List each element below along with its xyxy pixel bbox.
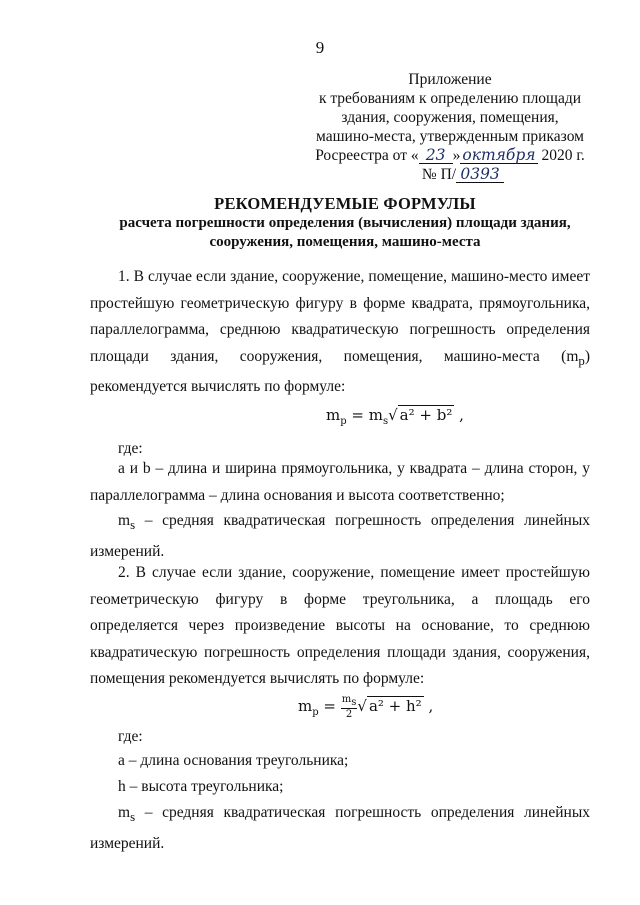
section-1-text-end: ) рекомендуется вычислять по формуле: <box>90 347 590 396</box>
formula-2-sqrt: √ a² + h² <box>357 697 422 715</box>
date-month: октября <box>462 146 536 164</box>
frac-num-m: m <box>341 694 352 705</box>
formula-2 <box>298 694 433 720</box>
appendix-line: к требованиям к определению площади <box>318 90 582 107</box>
section-2-def-a: а – длина основания треугольника; <box>118 752 349 769</box>
appendix-line: здания, сооружения, помещения, <box>341 109 559 126</box>
def-ms-symbol: m <box>118 512 131 529</box>
document-title <box>110 194 580 252</box>
formula-2-tail: , <box>423 697 434 715</box>
section-2-def-ms <box>90 800 590 857</box>
section-1-def-ms <box>90 508 590 565</box>
date-sep: » <box>452 147 461 164</box>
formula-1-eq: = m <box>346 406 383 424</box>
page-number: 9 <box>315 38 325 57</box>
section-2-where: где: <box>118 728 143 745</box>
title-subtitle-2: сооружения, помещения, машино-места <box>209 234 481 250</box>
section-1-paragraph <box>90 264 590 401</box>
section-1-sub: p <box>578 352 585 368</box>
def-ms-sub: s <box>130 517 136 533</box>
appendix-line: машино-места, утвержденным приказом <box>316 128 584 145</box>
fraction-denominator: 2 <box>345 709 353 720</box>
appendix-order-line <box>300 165 600 184</box>
title-subtitle-1: расчета погрешности определения (вычисления) площади здания, <box>119 215 571 231</box>
formula-2-m: m <box>298 697 313 715</box>
frac-num-sub: s <box>351 697 357 708</box>
formula-1-radicand: a² + b² <box>399 406 453 424</box>
date-day: 23 <box>419 147 453 164</box>
order-number: 0393 <box>456 166 504 183</box>
date-year: 2020 г. <box>541 147 585 164</box>
title-heading: РЕКОМЕНДУЕМЫЕ ФОРМУЛЫ <box>214 194 476 213</box>
section-1-def-ab: а и b – длина и ширина прямоугольника, у квадрата – длина сторон, у параллелограмма – длина основания и высота соответственно; <box>90 460 590 504</box>
order-prefix: № П/ <box>421 166 457 183</box>
section-2-paragraph: 2. В случае если здание, сооружение, помещение имеет простейшую геометрическую фигуру в форме треугольника, а площадь его определяется через произведение высоты на основание, то среднюю квадратическую погрешность определения площади здания, сооружения, помещения рекомендуется вычислять по формуле: <box>90 564 590 687</box>
section-1-text: 1. В случае если здание, сооружение, помещение, машино-место имеет простейшую геометрическую фигуру в форме квадрата, прямоугольника, параллелограмма, среднюю квадратическую погрешность определения площади здания, сооружения, помещения, машино-места (m <box>90 268 590 365</box>
section-2-def-h: h – высота треугольника; <box>118 778 284 795</box>
formula-2-sub-p: p <box>312 707 319 718</box>
section-1-where: где: <box>118 440 143 457</box>
appendix-date-line <box>300 146 600 165</box>
def-ms-text: – средняя квадратическая погрешность определения линейных измерений. <box>90 512 590 560</box>
formula-1-sub-p: p <box>340 416 347 427</box>
formula-1 <box>326 406 464 427</box>
formula-1-sqrt: √ a² + b² <box>388 406 453 424</box>
fraction-numerator <box>341 694 358 709</box>
formula-1-tail: , <box>454 406 464 424</box>
formula-1-m: m <box>326 406 341 424</box>
def-ms-symbol: m <box>118 804 131 821</box>
formula-2-eq: = <box>318 697 341 715</box>
def-ms-text: – средняя квадратическая погрешность определения линейных измерений. <box>90 804 590 852</box>
appendix-title: Приложение <box>408 71 492 88</box>
date-prefix: Росреестра от « <box>315 147 419 164</box>
formula-2-radicand: a² + h² <box>368 697 422 715</box>
appendix-header <box>300 70 600 184</box>
formula-1-sub-s: s <box>382 416 389 427</box>
def-ms-sub: s <box>130 809 136 825</box>
formula-2-fraction <box>341 694 358 720</box>
